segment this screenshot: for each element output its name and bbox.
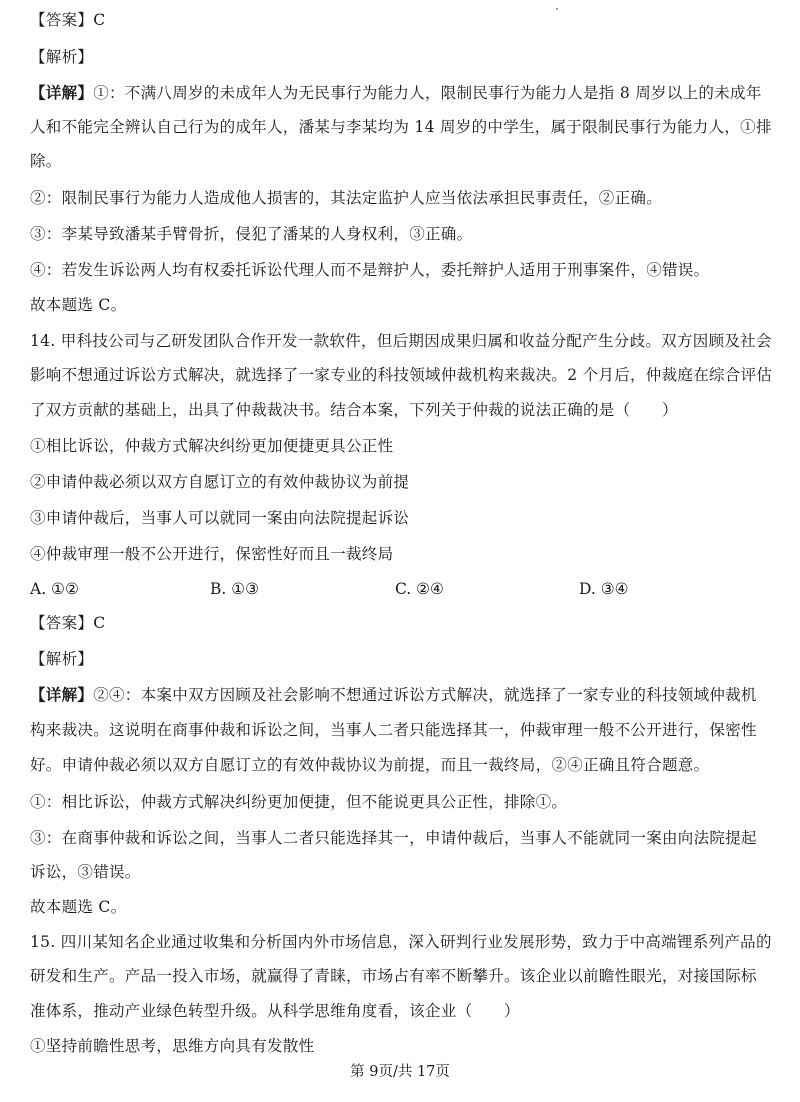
answer-line-1 bbox=[30, 10, 775, 30]
answer-tag: 【答案】 bbox=[30, 11, 94, 29]
option-d: D. ③④ bbox=[579, 580, 629, 598]
q14-stem-3: 了双方贡献的基础上，出具了仲裁裁决书。结合本案，下列关于仲裁的说法正确的是（ ） bbox=[30, 401, 678, 419]
q14-statement-1: ①相比诉讼，仲裁方式解决纠纷更加便捷更具公正性 bbox=[30, 437, 394, 455]
q15-stem-3: 准体系，推动产业绿色转型升级。从科学思维角度看，该企业（ ） bbox=[30, 1002, 520, 1020]
option-b: B. ①③ bbox=[210, 580, 260, 598]
q14-statement-2: ②申请仲裁必须以双方自愿订立的有效仲裁协议为前提 bbox=[30, 473, 410, 491]
detail-line-2: 人和不能完全辨认自己行为的成年人，潘某与李某均为 14 周岁的中学生，属于限制民事行为能力人，①排 bbox=[30, 118, 772, 136]
q14-detail-2: 构来裁决。这说明在商事仲裁和诉讼之间，当事人二者只能选择其一，仲裁审理一般不公开进行，保密性 bbox=[30, 721, 757, 739]
option-c: C. ②④ bbox=[395, 580, 444, 598]
q14-statement-3: ③申请仲裁后，当事人可以就同一案由向法院提起诉讼 bbox=[30, 509, 410, 527]
point-4: ④：若发生诉讼两人均有权委托诉讼代理人而不是辩护人，委托辩护人适用于刑事案件，④错误。 bbox=[30, 261, 710, 279]
analysis-heading-1: 【解析】 bbox=[30, 48, 94, 66]
q14-statement-4: ④仲裁审理一般不公开进行，保密性好而且一裁终局 bbox=[30, 545, 394, 563]
q14-detail-3: 好。申请仲裁必须以双方自愿订立的有效仲裁协议为前提，而且一裁终局，②④正确且符合题意。 bbox=[30, 756, 710, 774]
detail-line-3: 除。 bbox=[30, 152, 62, 170]
point-3: ③：李某导致潘某手臂骨折，侵犯了潘某的人身权利，③正确。 bbox=[30, 225, 473, 243]
detail-tag: 【详解】 bbox=[30, 685, 94, 704]
answer-value: C bbox=[93, 614, 106, 632]
answer-tag: 【答案】 bbox=[30, 614, 94, 632]
analysis-heading-2: 【解析】 bbox=[30, 650, 94, 668]
q15-stem-1: 15. 四川某知名企业通过收集和分析国内外市场信息，深入研判行业发展形势，致力于中高端锂系列产品的 bbox=[30, 933, 772, 951]
option-a: A. ①② bbox=[30, 580, 79, 598]
answer-value: C bbox=[93, 11, 106, 29]
q15-stem-2: 研发和生产。产品一投入市场，就赢得了青睐，市场占有率不断攀升。该企业以前瞻性眼光，对接国际标 bbox=[30, 967, 757, 985]
conclusion-2: 故本题选 C。 bbox=[30, 898, 127, 916]
conclusion-1: 故本题选 C。 bbox=[30, 296, 127, 314]
q15-statement-1: ①坚持前瞻性思考，思维方向具有发散性 bbox=[30, 1037, 315, 1055]
q14-point-1: ①：相比诉讼，仲裁方式解决纠纷更加便捷，但不能说更具公正性，排除①。 bbox=[30, 793, 568, 811]
detail-tag: 【详解】 bbox=[30, 83, 94, 102]
detail-text: ①：不满八周岁的未成年人为无民事行为能力人，限制民事行为能力人是指 8 周岁以上的未成年 bbox=[93, 84, 762, 102]
point-2: ②：限制民事行为能力人造成他人损害的，其法定监护人应当依法承担民事责任，②正确。 bbox=[30, 189, 663, 207]
q14-detail-1 bbox=[30, 685, 775, 705]
q14-stem-2: 影响不想通过诉讼方式解决，就选择了一家专业的科技领域仲裁机构来裁决。2 个月后，仲裁庭在综合评估 bbox=[30, 366, 773, 384]
q14-point-3-line-2: 诉讼，③错误。 bbox=[30, 863, 141, 881]
q14-stem-1: 14. 甲科技公司与乙研发团队合作开发一款软件，但后期因成果归属和收益分配产生分歧。双方因顾及社会 bbox=[30, 332, 772, 350]
detail-line-1 bbox=[30, 83, 775, 103]
answer-line-2 bbox=[30, 613, 775, 633]
page-footer: 第 9页/共 17页 bbox=[350, 1064, 450, 1080]
q14-point-3-line-1: ③：在商事仲裁和诉讼之间，当事人二者只能选择其一，申请仲裁后，当事人不能就同一案由向法院提起 bbox=[30, 829, 757, 847]
detail-text: ②④：本案中双方因顾及社会影响不想通过诉讼方式解决，就选择了一家专业的科技领域仲裁机 bbox=[93, 686, 757, 704]
